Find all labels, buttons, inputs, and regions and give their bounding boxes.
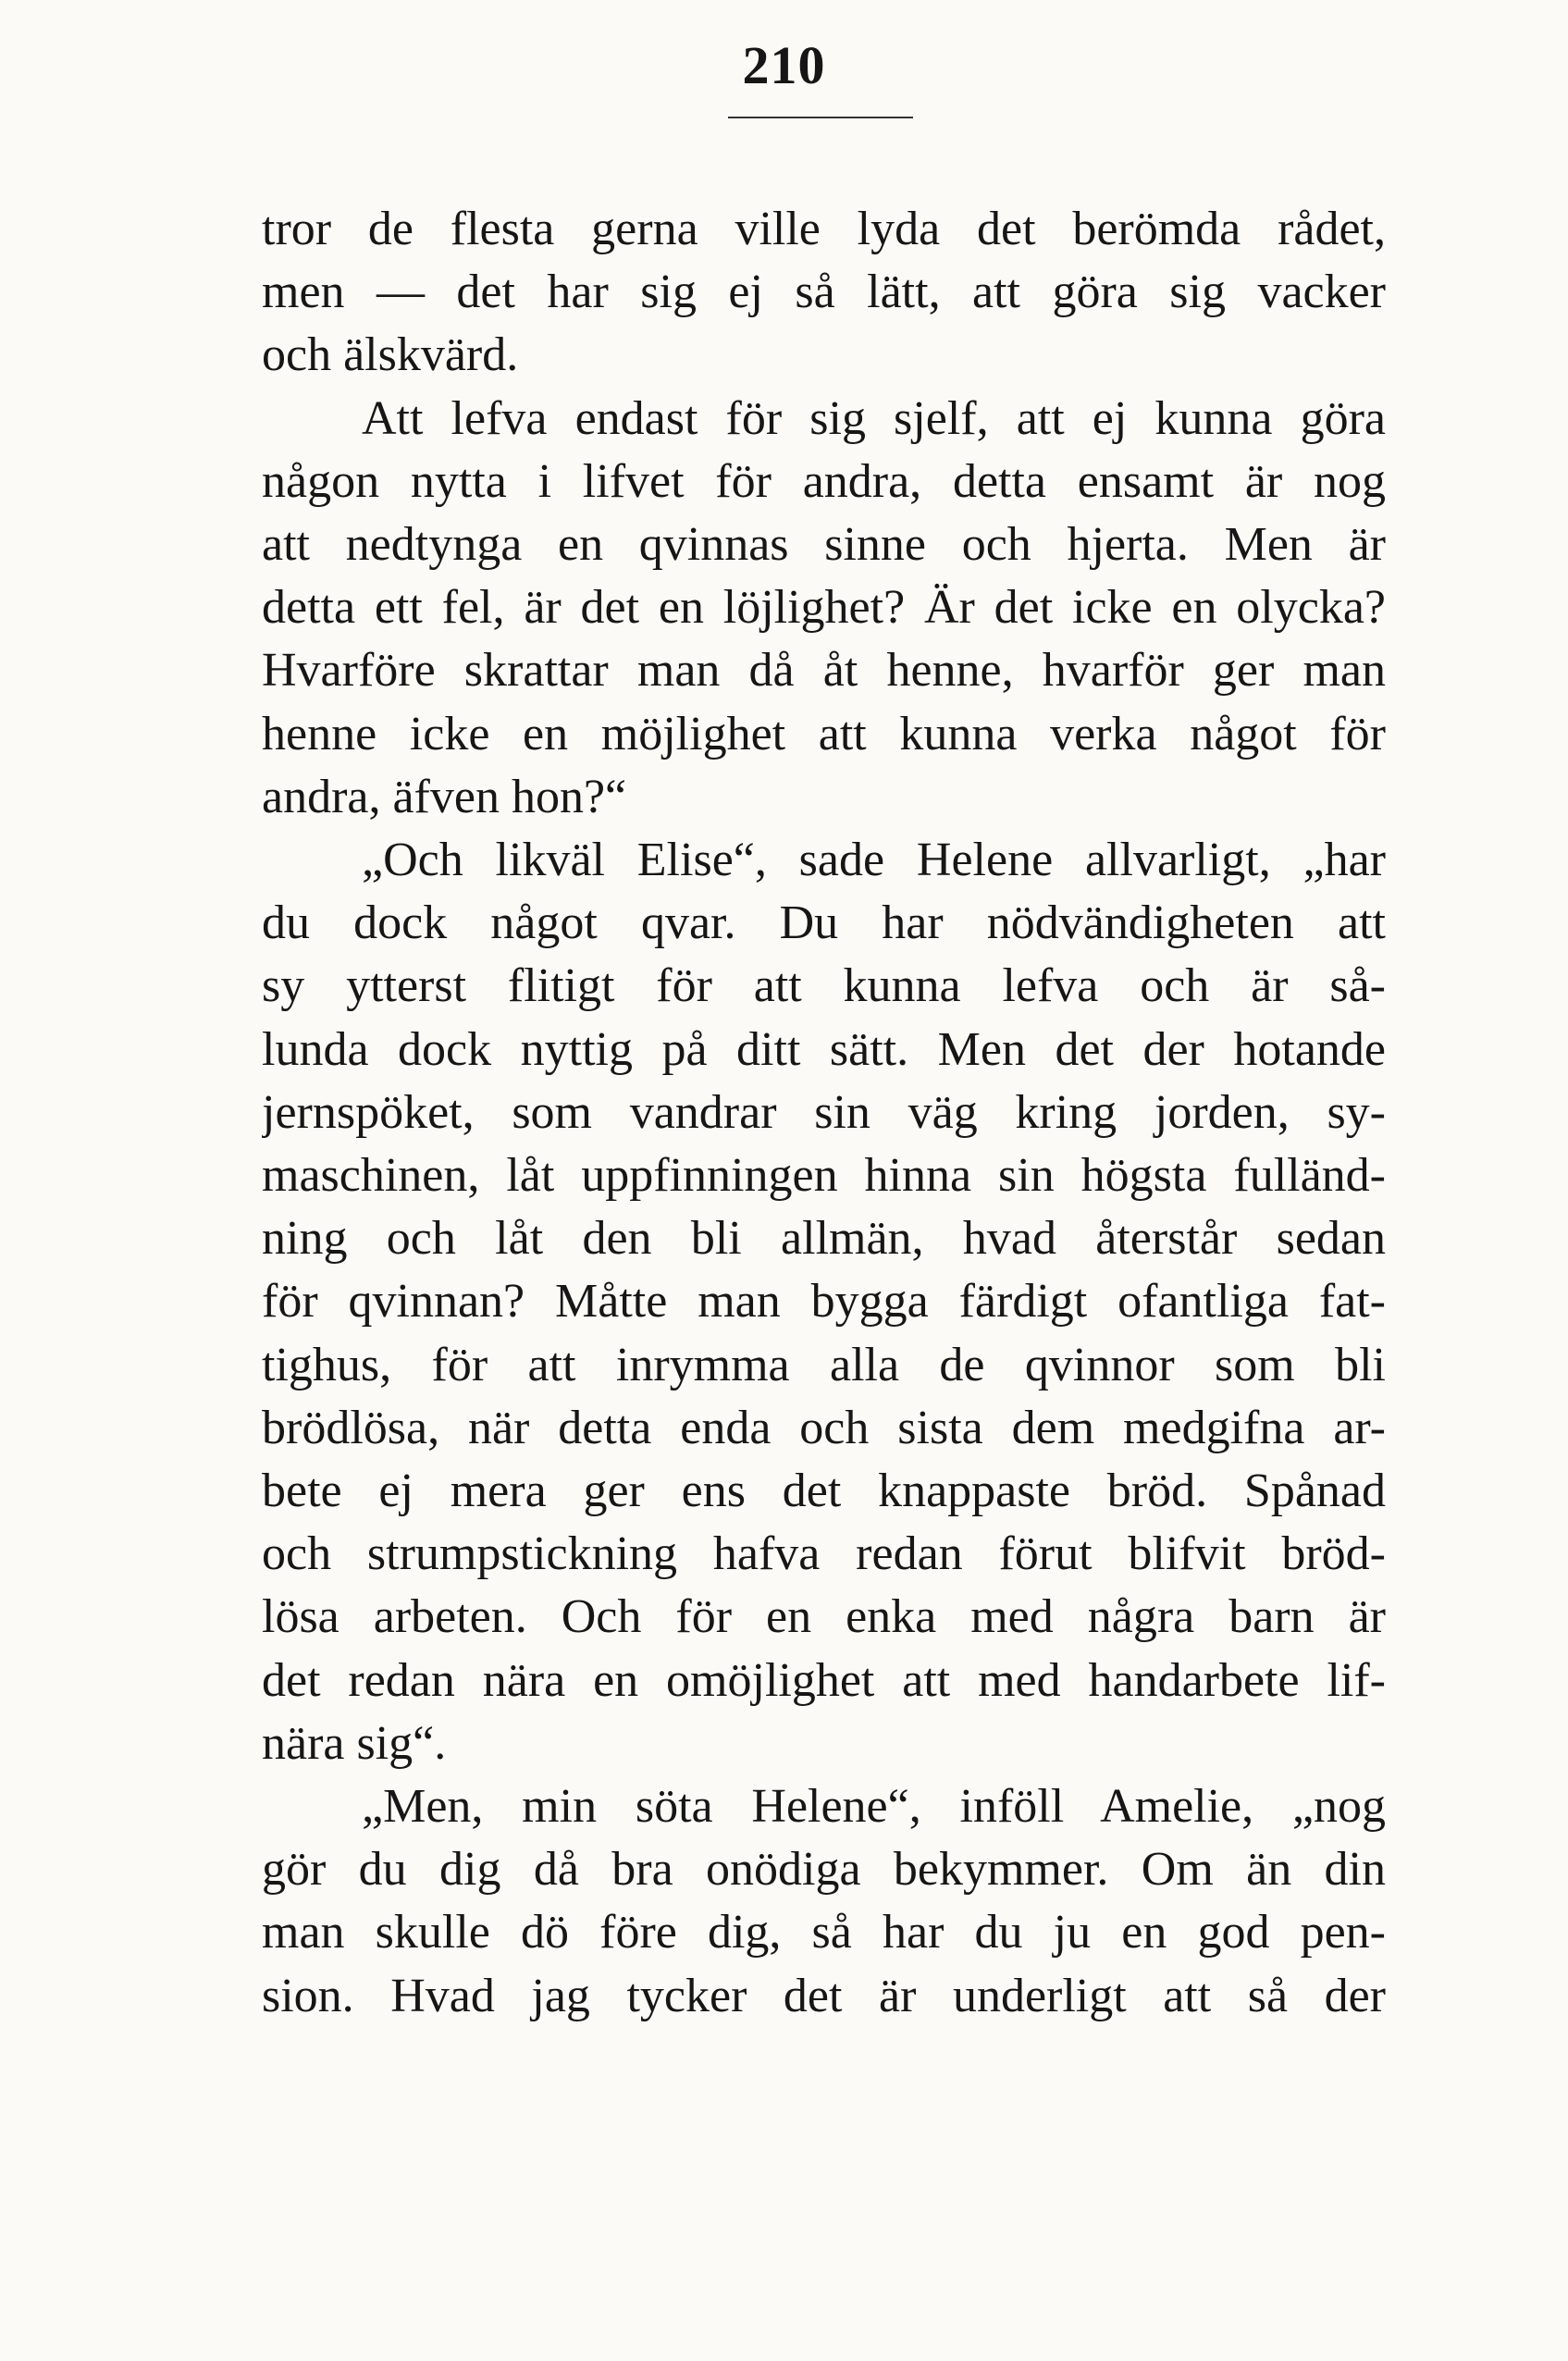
text-line: du dock något qvar. Du har nödvändigheten att [262, 896, 1386, 950]
text-line: men — det har sig ej så lätt, att göra sig vacker [262, 266, 1386, 319]
text-line: det redan nära en omöjlighet att med handarbete lif- [262, 1653, 1386, 1707]
text-line: gör du dig då bra onödiga bekymmer. Om än din [262, 1843, 1386, 1897]
text-line: ning och låt den bli allmän, hvad återstår sedan [262, 1212, 1386, 1266]
text-line: nära sig“. [262, 1716, 447, 1770]
text-line: någon nytta i lifvet för andra, detta ensamt är nog [262, 454, 1386, 508]
text-line: sion. Hvad jag tycker det är underligt att så der [262, 1969, 1386, 2022]
text-line: maschinen, låt uppfinningen hinna sin högsta fulländ- [262, 1149, 1386, 1203]
text-line: Att lefva endast för sig sjelf, att ej kunna göra [362, 391, 1386, 445]
text-line: sy ytterst flitigt för att kunna lefva och är så- [262, 959, 1386, 1013]
text-line: tror de flesta gerna ville lyda det berömda rådet, [262, 203, 1386, 255]
text-line: och älskvärd. [262, 328, 519, 382]
text-line: henne icke en möjlighet att kunna verka något för [262, 707, 1386, 760]
text-line: „Men, min söta Helene“, inföll Amelie, „nog [362, 1780, 1386, 1834]
header-rule [728, 117, 913, 118]
text-line: att nedtynga en qvinnas sinne och hjerta. Men är [262, 518, 1386, 572]
page-number: 210 [742, 35, 826, 95]
text-line: lösa arbeten. Och för en enka med några barn är [262, 1590, 1386, 1644]
text-line: lunda dock nyttig på ditt sätt. Men det der hotande [262, 1022, 1386, 1076]
text-line: och strumpstickning hafva redan förut blifvit bröd- [262, 1527, 1386, 1581]
body-text [262, 198, 1386, 2028]
text-line: brödlösa, när detta enda och sista dem medgifna ar- [262, 1401, 1386, 1454]
text-line: för qvinnan? Måtte man bygga färdigt ofantliga fat- [262, 1275, 1386, 1329]
text-line: jernspöket, som vandrar sin väg kring jorden, sy- [262, 1085, 1386, 1139]
text-line: Hvarföre skrattar man då åt henne, hvarför ger man [262, 644, 1386, 698]
text-line: detta ett fel, är det en löjlighet? Är det icke en olycka? [262, 581, 1386, 635]
text-line: andra, äfven hon?“ [262, 770, 627, 823]
text-line: tighus, för att inrymma alla de qvinnor som bli [262, 1338, 1386, 1391]
text-line: man skulle dö före dig, så har du ju en god pen- [262, 1906, 1386, 1959]
text-line: bete ej mera ger ens det knappaste bröd. Spånad [262, 1465, 1386, 1518]
text-line: „Och likväl Elise“, sade Helene allvarligt, „har [362, 834, 1386, 887]
